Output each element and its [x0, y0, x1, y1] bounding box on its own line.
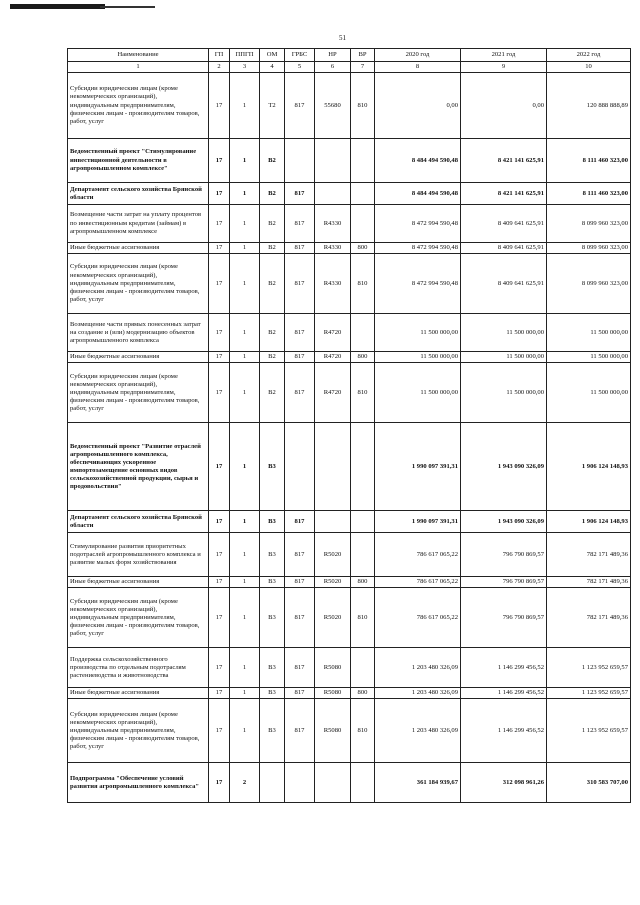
cell-grbs: 817 [285, 688, 315, 699]
col-number: 9 [461, 62, 547, 73]
cell-vr [351, 314, 375, 352]
cell-y2020: 8 484 494 590,48 [375, 183, 461, 205]
cell-y2021: 11 500 000,00 [461, 363, 547, 423]
cell-name: Поддержка сельскохозяйственного производства по отдельным подотраслям растениеводства и животноводства [68, 648, 209, 688]
table-row [68, 205, 631, 243]
cell-grbs: 817 [285, 205, 315, 243]
cell-gp: 17 [209, 688, 230, 699]
cell-ppgp: 1 [230, 73, 260, 139]
cell-y2022: 11 500 000,00 [547, 363, 631, 423]
col-number: 3 [230, 62, 260, 73]
cell-grbs: 817 [285, 314, 315, 352]
cell-vr [351, 205, 375, 243]
cell-y2020: 8 472 994 590,48 [375, 205, 461, 243]
cell-grbs: 817 [285, 254, 315, 314]
cell-y2020: 11 500 000,00 [375, 352, 461, 363]
cell-om: В3 [260, 577, 285, 588]
cell-name: Возмещение части прямых понесенных затрат на создание и (или) модернизацию объектов агропромышленного комплекса [68, 314, 209, 352]
cell-grbs: 817 [285, 73, 315, 139]
cell-gp: 17 [209, 243, 230, 254]
table-header-row [68, 49, 631, 62]
cell-y2022: 11 500 000,00 [547, 352, 631, 363]
cell-y2022: 1 123 952 659,57 [547, 699, 631, 763]
cell-ppgp: 1 [230, 183, 260, 205]
cell-nr: R4720 [315, 314, 351, 352]
cell-name: Ведомственный проект "Стимулирование инвестиционной деятельности в агропромышленном комплексе" [68, 139, 209, 183]
cell-om: В2 [260, 243, 285, 254]
col-number: 1 [68, 62, 209, 73]
table-row [68, 139, 631, 183]
cell-om: В2 [260, 183, 285, 205]
cell-y2020: 1 203 480 326,09 [375, 648, 461, 688]
cell-name: Департамент сельского хозяйства Брянской области [68, 183, 209, 205]
table-row [68, 352, 631, 363]
cell-y2021: 1 146 299 456,52 [461, 699, 547, 763]
header-gp: ГП [209, 49, 230, 62]
cell-nr: R5020 [315, 577, 351, 588]
cell-ppgp: 1 [230, 243, 260, 254]
cell-om: В2 [260, 314, 285, 352]
table-row [68, 363, 631, 423]
cell-gp: 17 [209, 139, 230, 183]
cell-vr: 800 [351, 243, 375, 254]
col-number: 2 [209, 62, 230, 73]
cell-om: В2 [260, 139, 285, 183]
cell-om: В2 [260, 352, 285, 363]
cell-vr: 800 [351, 352, 375, 363]
cell-y2021: 1 146 299 456,52 [461, 648, 547, 688]
cell-y2020: 8 484 494 590,48 [375, 139, 461, 183]
cell-grbs: 817 [285, 243, 315, 254]
cell-nr: R5020 [315, 533, 351, 577]
cell-gp: 17 [209, 183, 230, 205]
cell-ppgp: 1 [230, 352, 260, 363]
cell-om: В3 [260, 533, 285, 577]
cell-gp: 17 [209, 648, 230, 688]
cell-vr: 810 [351, 699, 375, 763]
cell-om [260, 763, 285, 803]
cell-vr [351, 183, 375, 205]
cell-vr: 800 [351, 577, 375, 588]
cell-y2020: 8 472 994 590,48 [375, 254, 461, 314]
cell-gp: 17 [209, 73, 230, 139]
cell-y2021: 1 943 090 326,09 [461, 423, 547, 511]
header-nr: НР [315, 49, 351, 62]
cell-y2021: 8 409 641 625,91 [461, 205, 547, 243]
cell-nr: R4330 [315, 243, 351, 254]
cell-vr [351, 139, 375, 183]
cell-y2022: 782 171 489,36 [547, 533, 631, 577]
cell-y2022: 8 099 960 323,00 [547, 254, 631, 314]
cell-om: В3 [260, 423, 285, 511]
table-row [68, 73, 631, 139]
cell-y2021: 796 790 869,57 [461, 533, 547, 577]
cell-name: Иные бюджетные ассигнования [68, 243, 209, 254]
table-row [68, 511, 631, 533]
cell-y2021: 8 421 141 625,91 [461, 139, 547, 183]
cell-nr [315, 139, 351, 183]
cell-ppgp: 1 [230, 511, 260, 533]
table-row [68, 423, 631, 511]
cell-y2021: 8 409 641 625,91 [461, 243, 547, 254]
cell-ppgp: 1 [230, 699, 260, 763]
cell-vr: 810 [351, 363, 375, 423]
cell-name: Департамент сельского хозяйства Брянской области [68, 511, 209, 533]
cell-y2021: 8 409 641 625,91 [461, 254, 547, 314]
header-name: Наименование [68, 49, 209, 62]
cell-name: Иные бюджетные ассигнования [68, 577, 209, 588]
cell-nr [315, 511, 351, 533]
cell-y2020: 1 990 097 391,31 [375, 511, 461, 533]
cell-nr [315, 183, 351, 205]
cell-name: Субсидии юридическим лицам (кроме некоммерческих организаций), индивидуальным предпринимателям, физическим лицам - производителям товаров, работ, услуг [68, 363, 209, 423]
cell-ppgp: 1 [230, 577, 260, 588]
cell-ppgp: 1 [230, 688, 260, 699]
cell-name: Субсидии юридическим лицам (кроме некоммерческих организаций), индивидуальным предпринимателям, физическим лицам - производителям товаров, работ, услуг [68, 588, 209, 648]
cell-y2022: 11 500 000,00 [547, 314, 631, 352]
cell-name: Стимулирование развития приоритетных подотраслей агропромышленного комплекса и развитие малых форм хозяйствования [68, 533, 209, 577]
cell-y2022: 1 123 952 659,57 [547, 648, 631, 688]
cell-y2022: 782 171 489,36 [547, 577, 631, 588]
cell-vr [351, 511, 375, 533]
cell-name: Подпрограмма "Обеспечение условий развития агропромышленного комплекса" [68, 763, 209, 803]
table-row [68, 763, 631, 803]
cell-ppgp: 1 [230, 423, 260, 511]
cell-y2022: 8 099 960 323,00 [547, 243, 631, 254]
scan-edge-mark-thin [100, 6, 155, 8]
cell-name: Субсидии юридическим лицам (кроме некоммерческих организаций), индивидуальным предпринимателям, физическим лицам - производителям товаров, работ, услуг [68, 699, 209, 763]
table-row [68, 254, 631, 314]
cell-y2022: 1 906 124 148,93 [547, 423, 631, 511]
cell-y2020: 1 203 480 326,09 [375, 688, 461, 699]
cell-gp: 17 [209, 511, 230, 533]
header-grbs: ГРБС [285, 49, 315, 62]
cell-grbs: 817 [285, 699, 315, 763]
cell-name: Субсидии юридическим лицам (кроме некоммерческих организаций), индивидуальным предпринимателям, физическим лицам - производителям товаров, работ, услуг [68, 73, 209, 139]
cell-ppgp: 1 [230, 254, 260, 314]
table-row [68, 183, 631, 205]
col-number: 7 [351, 62, 375, 73]
cell-gp: 17 [209, 363, 230, 423]
header-vr: ВР [351, 49, 375, 62]
cell-om: В2 [260, 205, 285, 243]
cell-grbs [285, 139, 315, 183]
cell-y2022: 1 906 124 148,93 [547, 511, 631, 533]
cell-vr [351, 648, 375, 688]
cell-y2022: 310 583 707,00 [547, 763, 631, 803]
cell-vr [351, 423, 375, 511]
header-2021: 2021 год [461, 49, 547, 62]
cell-name: Субсидии юридическим лицам (кроме некоммерческих организаций), индивидуальным предпринимателям, физическим лицам - производителям товаров, работ, услуг [68, 254, 209, 314]
cell-vr: 810 [351, 73, 375, 139]
cell-om: В2 [260, 363, 285, 423]
cell-vr: 800 [351, 688, 375, 699]
cell-y2020: 0,00 [375, 73, 461, 139]
cell-nr: R5080 [315, 688, 351, 699]
cell-y2020: 786 617 065,22 [375, 577, 461, 588]
cell-gp: 17 [209, 205, 230, 243]
cell-grbs [285, 423, 315, 511]
cell-vr: 810 [351, 588, 375, 648]
cell-y2022: 8 111 460 323,00 [547, 183, 631, 205]
cell-gp: 17 [209, 533, 230, 577]
table-row [68, 533, 631, 577]
cell-om: В3 [260, 699, 285, 763]
cell-ppgp: 1 [230, 139, 260, 183]
cell-vr [351, 763, 375, 803]
table-row [68, 588, 631, 648]
cell-vr [351, 533, 375, 577]
cell-y2020: 361 184 939,67 [375, 763, 461, 803]
cell-y2021: 8 421 141 625,91 [461, 183, 547, 205]
cell-om: В3 [260, 588, 285, 648]
cell-name: Ведомственный проект "Развитие отраслей агропромышленного комплекса, обеспечивающих ускоренное импортозамещение основных видов сельскохозяйственной продукции, сырья и продовольствия" [68, 423, 209, 511]
cell-gp: 17 [209, 577, 230, 588]
cell-grbs: 817 [285, 588, 315, 648]
cell-grbs: 817 [285, 363, 315, 423]
cell-nr: R4720 [315, 363, 351, 423]
scan-edge-mark [10, 4, 105, 9]
table-body [68, 73, 631, 803]
cell-y2020: 8 472 994 590,48 [375, 243, 461, 254]
cell-grbs: 817 [285, 183, 315, 205]
table-row [68, 688, 631, 699]
table-row [68, 314, 631, 352]
cell-y2020: 1 203 480 326,09 [375, 699, 461, 763]
cell-grbs: 817 [285, 648, 315, 688]
cell-ppgp: 2 [230, 763, 260, 803]
header-om: ОМ [260, 49, 285, 62]
cell-om: Т2 [260, 73, 285, 139]
cell-y2020: 11 500 000,00 [375, 363, 461, 423]
cell-name: Иные бюджетные ассигнования [68, 688, 209, 699]
header-2020: 2020 год [375, 49, 461, 62]
cell-grbs: 817 [285, 577, 315, 588]
cell-y2021: 796 790 869,57 [461, 577, 547, 588]
cell-y2021: 1 943 090 326,09 [461, 511, 547, 533]
cell-y2021: 1 146 299 456,52 [461, 688, 547, 699]
col-number: 8 [375, 62, 461, 73]
cell-ppgp: 1 [230, 314, 260, 352]
cell-ppgp: 1 [230, 533, 260, 577]
cell-nr: R5020 [315, 588, 351, 648]
table-row [68, 577, 631, 588]
cell-om: В3 [260, 688, 285, 699]
cell-om: В2 [260, 254, 285, 314]
cell-name: Иные бюджетные ассигнования [68, 352, 209, 363]
column-number-row [68, 62, 631, 73]
col-number: 5 [285, 62, 315, 73]
cell-y2022: 8 099 960 323,00 [547, 205, 631, 243]
cell-nr [315, 423, 351, 511]
cell-name: Возмещение части затрат на уплату процентов по инвестиционным кредитам (займам) в агропромышленном комплексе [68, 205, 209, 243]
cell-gp: 17 [209, 254, 230, 314]
cell-gp: 17 [209, 352, 230, 363]
cell-om: В3 [260, 648, 285, 688]
cell-gp: 17 [209, 423, 230, 511]
cell-om: В3 [260, 511, 285, 533]
cell-y2022: 782 171 489,36 [547, 588, 631, 648]
cell-y2020: 786 617 065,22 [375, 588, 461, 648]
cell-vr: 810 [351, 254, 375, 314]
cell-ppgp: 1 [230, 648, 260, 688]
cell-gp: 17 [209, 699, 230, 763]
cell-y2020: 1 990 097 391,31 [375, 423, 461, 511]
cell-y2021: 796 790 869,57 [461, 588, 547, 648]
table-row [68, 648, 631, 688]
cell-nr: R4720 [315, 352, 351, 363]
cell-nr: R5080 [315, 699, 351, 763]
cell-ppgp: 1 [230, 588, 260, 648]
cell-y2020: 11 500 000,00 [375, 314, 461, 352]
cell-y2021: 11 500 000,00 [461, 352, 547, 363]
cell-nr [315, 763, 351, 803]
cell-y2022: 120 888 888,89 [547, 73, 631, 139]
page-number: 51 [339, 34, 346, 42]
header-2022: 2022 год [547, 49, 631, 62]
col-number: 4 [260, 62, 285, 73]
cell-grbs: 817 [285, 352, 315, 363]
cell-nr: R4330 [315, 205, 351, 243]
cell-grbs [285, 763, 315, 803]
cell-gp: 17 [209, 314, 230, 352]
cell-y2021: 0,00 [461, 73, 547, 139]
col-number: 10 [547, 62, 631, 73]
cell-y2022: 8 111 460 323,00 [547, 139, 631, 183]
cell-nr: R4330 [315, 254, 351, 314]
cell-nr: 55680 [315, 73, 351, 139]
cell-grbs: 817 [285, 533, 315, 577]
cell-y2021: 312 098 961,26 [461, 763, 547, 803]
cell-nr: R5080 [315, 648, 351, 688]
cell-y2021: 11 500 000,00 [461, 314, 547, 352]
cell-y2020: 786 617 065,22 [375, 533, 461, 577]
cell-gp: 17 [209, 588, 230, 648]
cell-ppgp: 1 [230, 363, 260, 423]
table-row [68, 243, 631, 254]
cell-grbs: 817 [285, 511, 315, 533]
budget-table [67, 48, 631, 803]
cell-gp: 17 [209, 763, 230, 803]
table-row [68, 699, 631, 763]
header-ppgp: ППГП [230, 49, 260, 62]
col-number: 6 [315, 62, 351, 73]
cell-y2022: 1 123 952 659,57 [547, 688, 631, 699]
cell-ppgp: 1 [230, 205, 260, 243]
